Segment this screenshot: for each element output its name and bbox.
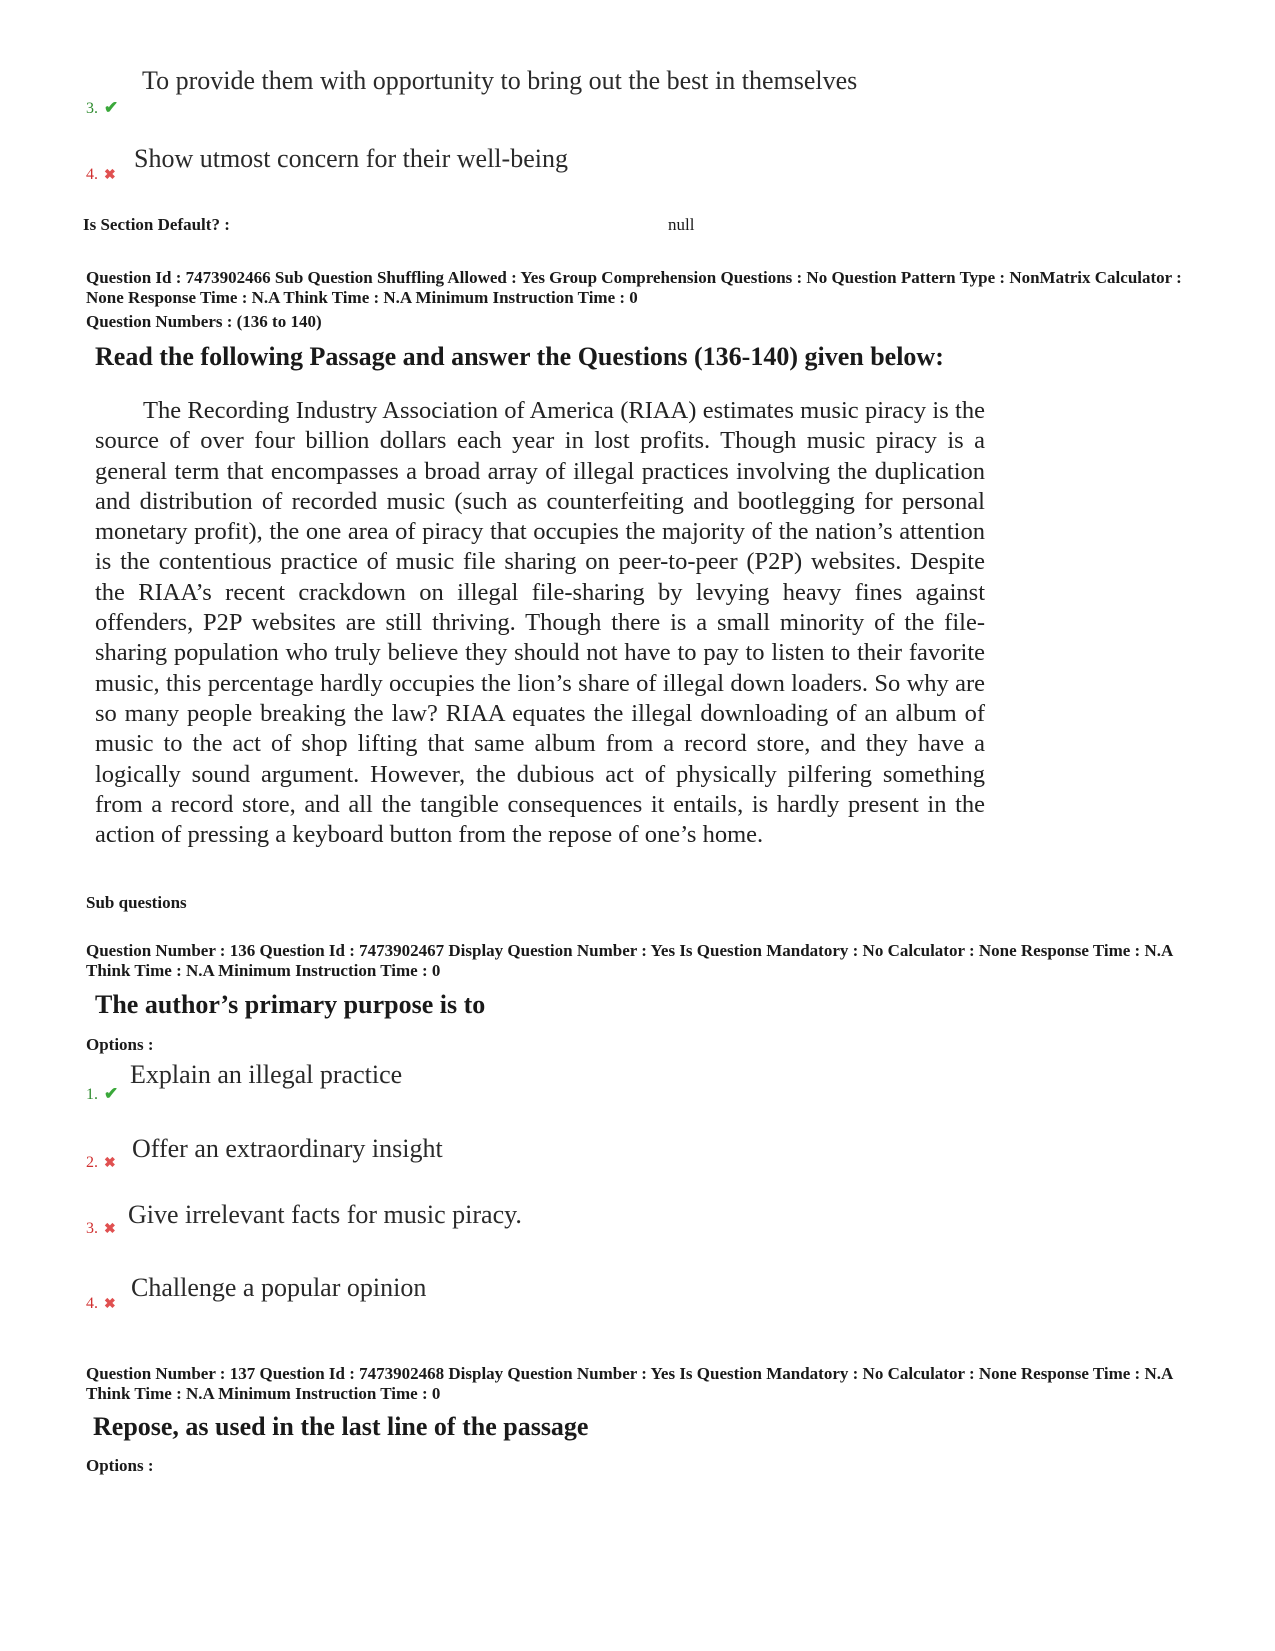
option-index: 2. [86,1154,98,1171]
section-default-label: Is Section Default? : [83,215,230,234]
question-meta: Question Number : 136 Question Id : 7473902467 Display Question Number : Yes Is Question Mandatory : No Calculator : None Response Time : N.A Think Time : N.A Minimum Instruction Time : 0 [86,941,1173,980]
option-number [86,1220,116,1238]
option-index: 3. [86,1220,98,1237]
section-default-value: null [668,215,695,234]
check-icon: ✔ [104,98,119,117]
option-number [86,98,118,118]
option-text: Explain an illegal practice [130,1060,403,1089]
question-text: The author’s primary purpose is to [95,990,486,1019]
option-text: Offer an extraordinary insight [132,1134,443,1163]
option-index: 4. [86,166,98,183]
cross-icon: ✖ [104,1222,116,1237]
passage-text: The Recording Industry Association of America (RIAA) estimates music piracy is the source of over four billion dollars each year in lost profits. Though music piracy is a general term that encompasses a broad array of illegal practices involving the duplication and distribution of recorded music (such as counterfeiting and bootlegging for personal monetary profit), the one area of piracy that occupies the majority of the nation’s attention is the contentious practice of music file sharing on peer-to-peer (P2P) websites. Despite the RIAA’s recent crackdown on illegal file-sharing by levying heavy fines against offenders, P2P websites are still thriving. Though there is a small minority of the file-sharing population who truly believe they should not have to pay to listen to their favorite music, this percentage hardly occupies the lion’s share of illegal down loaders. So why are so many people breaking the law? RIAA equates the illegal downloading of an album of music to the act of shop lifting that same album from a record store, and they have a logically sound argument. However, the dubious act of physically pilfering something from a record store, and all the tangible consequences it entails, is hardly present in the action of pressing a keyboard button from the repose of one’s home. [95,397,985,849]
option-index: 1. [86,1086,98,1103]
option-number [86,1084,118,1104]
cross-icon: ✖ [104,1297,116,1312]
option-text: Show utmost concern for their well-being [134,144,568,173]
question-meta: Question Number : 137 Question Id : 7473902468 Display Question Number : Yes Is Question Mandatory : No Calculator : None Response Time : N.A Think Time : N.A Minimum Instruction Time : 0 [86,1364,1173,1403]
check-icon: ✔ [104,1084,119,1103]
passage-heading: Read the following Passage and answer the Questions (136-140) given below: [95,342,944,371]
option-index: 3. [86,100,98,117]
option-text: To provide them with opportunity to bring out the best in themselves [142,66,858,95]
cross-icon: ✖ [104,168,116,183]
option-number [86,1295,116,1313]
option-text: Challenge a popular opinion [131,1273,427,1302]
options-label: Options : [86,1456,154,1475]
question-text: Repose, as used in the last line of the passage [93,1412,589,1441]
options-label: Options : [86,1035,154,1054]
option-number [86,166,116,184]
cross-icon: ✖ [104,1156,116,1171]
option-text: Give irrelevant facts for music piracy. [128,1200,522,1229]
question-numbers: Question Numbers : (136 to 140) [86,312,322,331]
sub-questions-label: Sub questions [86,893,187,912]
option-index: 4. [86,1295,98,1312]
option-number [86,1154,116,1172]
group-question-meta: Question Id : 7473902466 Sub Question Shuffling Allowed : Yes Group Comprehension Questions : No Question Pattern Type : NonMatrix Calculator : None Response Time : N.A Think Time : N.A Minimum Instruction Time : 0 [86,268,1182,307]
